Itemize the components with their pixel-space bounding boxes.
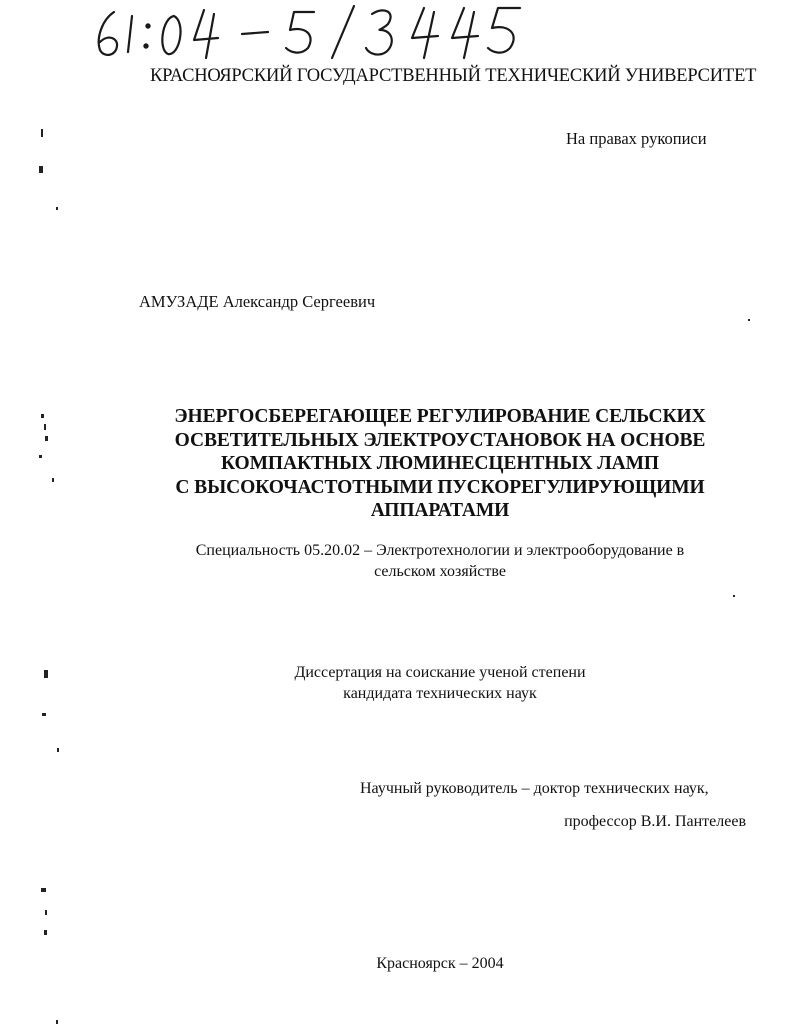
supervisor-line: профессор В.И. Пантелеев — [564, 813, 746, 830]
author-surname: АМУЗАДЕ — [139, 292, 219, 311]
supervisor-line: Научный руководитель – доктор технических наук, — [360, 780, 709, 797]
specialty-line: сельском хозяйстве — [374, 563, 506, 580]
title-line: ЭНЕРГОСБЕРЕГАЮЩЕЕ РЕГУЛИРОВАНИЕ СЕЛЬСКИХ — [174, 406, 706, 427]
scientific-supervisor — [340, 772, 746, 838]
university-name: КРАСНОЯРСКИЙ ГОСУДАРСТВЕННЫЙ ТЕХНИЧЕСКИЙ УНИВЕРСИТЕТ — [150, 66, 757, 86]
title-line: С ВЫСОКОЧАСТОТНЫМИ ПУСКОРЕГУЛИРУЮЩИМИ — [175, 476, 705, 498]
author-given-names: Александр Сергеевич — [222, 292, 376, 311]
author-name — [139, 292, 375, 312]
dissertation-title — [120, 405, 760, 523]
specialty — [120, 540, 760, 582]
degree-line: кандидата технических наук — [343, 685, 537, 702]
city-year: Красноярск – 2004 — [376, 955, 504, 972]
title-line: КОМПАКТНЫХ ЛЮМИНЕСЦЕНТНЫХ ЛАМП — [220, 453, 660, 474]
handwritten-archive-number — [92, 2, 522, 62]
manuscript-rights-note: На правах рукописи — [566, 129, 707, 148]
title-line: ОСВЕТИТЕЛЬНЫХ ЭЛЕКТРОУСТАНОВОК НА ОСНОВЕ — [174, 429, 706, 451]
specialty-line: Специальность 05.20.02 – Электротехнологии и электрооборудование в — [195, 542, 685, 559]
title-line: АППАРАТАМИ — [370, 500, 510, 521]
degree-statement — [180, 662, 700, 704]
degree-line: Диссертация на соискание ученой степени — [294, 664, 586, 681]
